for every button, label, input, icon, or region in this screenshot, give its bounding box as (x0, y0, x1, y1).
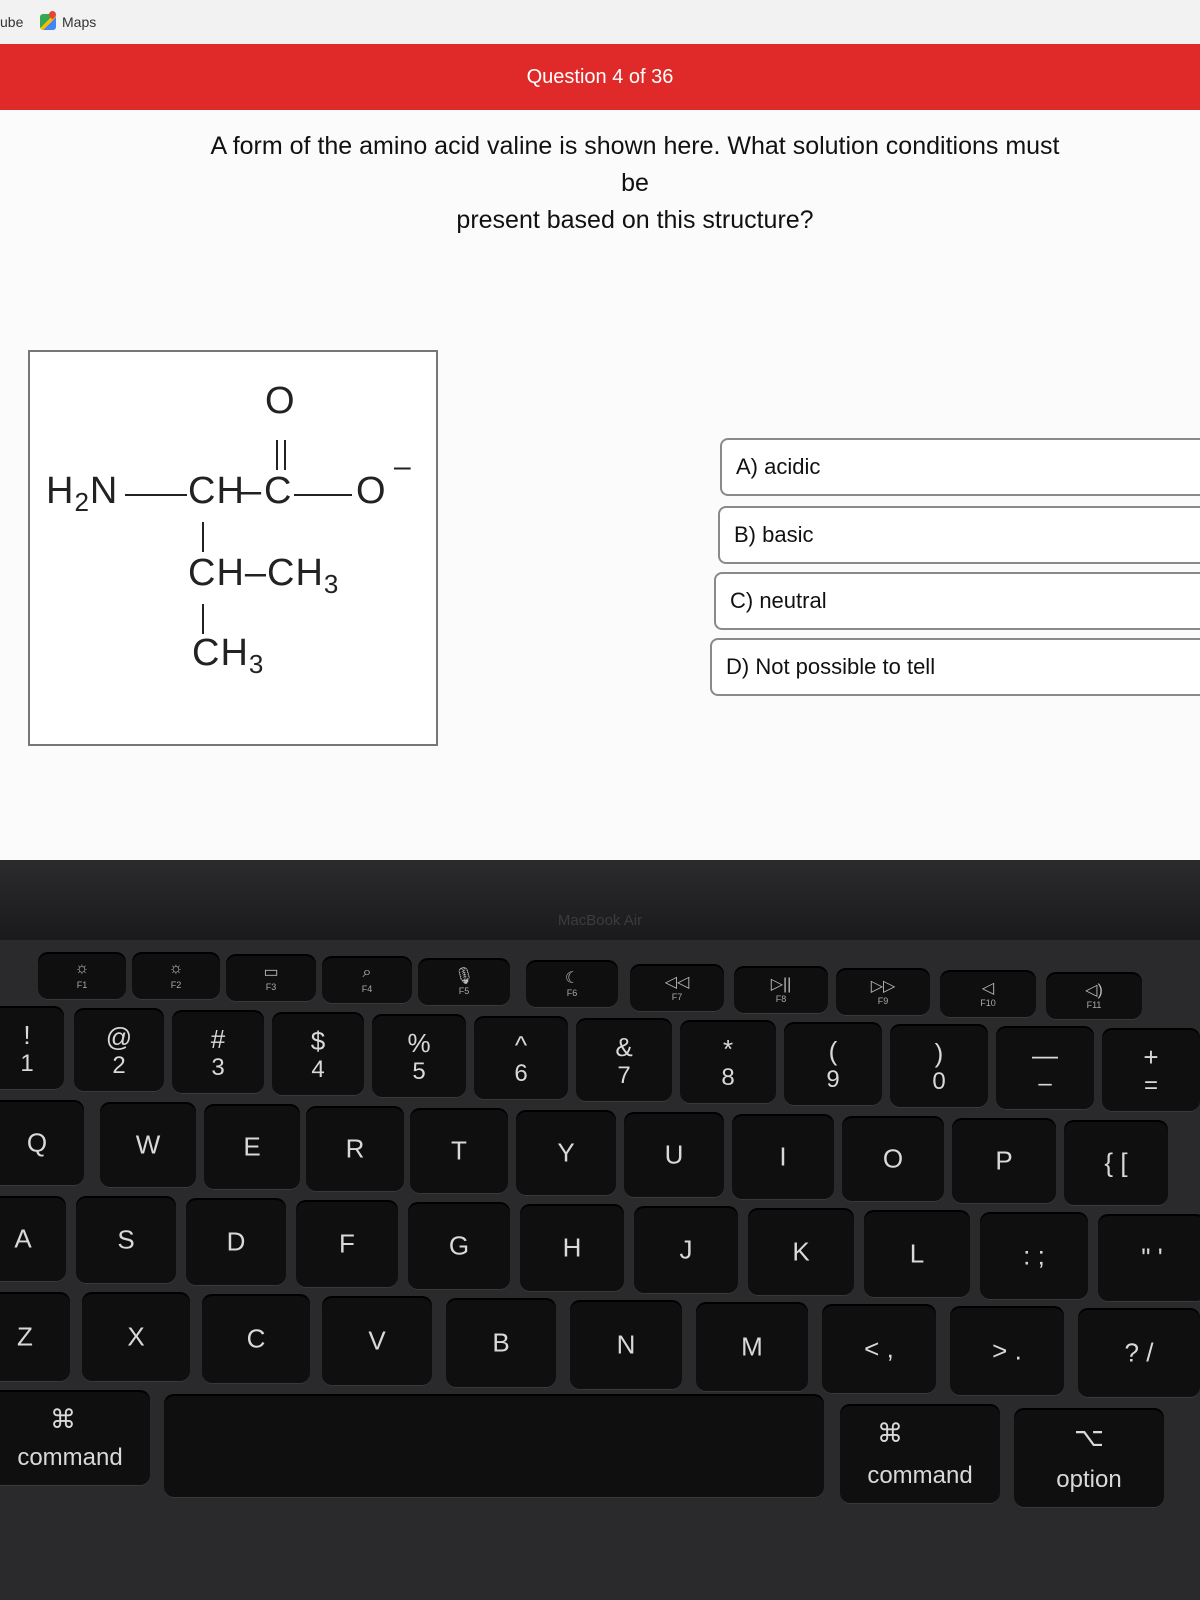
key-f[interactable] (296, 1200, 398, 1288)
alpha-carbon: CH (188, 470, 245, 512)
do-not-disturb-icon: ☾ (564, 970, 580, 987)
key-label: N (616, 1329, 636, 1360)
key-bracket-left[interactable] (1064, 1120, 1168, 1206)
key-top: @ (105, 1022, 133, 1052)
key-f10[interactable] (940, 970, 1036, 1018)
key-h[interactable] (520, 1204, 624, 1292)
key-f1[interactable] (38, 952, 126, 1000)
key-bottom: = (1143, 1072, 1158, 1099)
key-command-right[interactable] (840, 1404, 1000, 1504)
key-label: K (792, 1236, 810, 1267)
key-label: L (909, 1238, 925, 1269)
key-bottom: 7 (617, 1062, 631, 1089)
play-pause-icon: ▷|| (770, 976, 792, 993)
amine-group (46, 470, 118, 518)
bookmark-label: Maps (62, 14, 97, 30)
key-label: Z (17, 1321, 33, 1352)
key-bottom: 3 (211, 1054, 225, 1081)
key-f4[interactable] (322, 956, 412, 1004)
key-label: F6 (566, 988, 578, 998)
key-f2[interactable] (132, 952, 220, 1000)
key-label: A (14, 1223, 32, 1254)
question-prompt (200, 128, 1070, 239)
key-label: > . (992, 1335, 1022, 1366)
key-label: U (664, 1139, 684, 1170)
key-label: Q (26, 1127, 48, 1158)
key-comma[interactable] (822, 1304, 936, 1394)
key-label: I (779, 1141, 787, 1172)
key-label: F (339, 1228, 355, 1259)
key-bottom: 8 (721, 1064, 735, 1091)
key-label: O (882, 1143, 904, 1174)
spotlight-icon: ⌕ (362, 964, 372, 981)
key-u[interactable] (624, 1112, 724, 1198)
mute-icon: ◁ (981, 980, 995, 997)
double-bond-left (276, 440, 278, 470)
key-slash[interactable] (1078, 1308, 1200, 1398)
carbonyl-oxygen: O (265, 380, 296, 422)
alpha-dash: – (240, 470, 263, 512)
key-top: # (210, 1024, 226, 1054)
key-top: ! (23, 1020, 31, 1050)
key-bottom: 2 (112, 1052, 126, 1079)
option-b[interactable] (718, 506, 1200, 564)
option-label: B) basic (734, 522, 814, 547)
key-bottom: 0 (932, 1068, 946, 1095)
command-icon: ⌘ (877, 1418, 903, 1448)
key-s[interactable] (76, 1196, 176, 1284)
key-top: ( (828, 1036, 838, 1066)
key-f7[interactable] (630, 964, 724, 1012)
key-label: T (451, 1135, 467, 1166)
option-c[interactable] (714, 572, 1200, 630)
key-t[interactable] (410, 1108, 508, 1194)
key-w[interactable] (100, 1102, 196, 1188)
key-label: : ; (1023, 1240, 1045, 1271)
key-r[interactable] (306, 1106, 404, 1192)
key-label: F8 (775, 994, 787, 1004)
key-label: F1 (76, 980, 88, 990)
valine-structure (28, 350, 438, 746)
key-label: F5 (458, 986, 470, 996)
key-label: ? / (1124, 1337, 1154, 1368)
methyl-ch: CH (192, 632, 249, 674)
key-e[interactable] (204, 1104, 300, 1190)
key-top: + (1143, 1042, 1159, 1072)
key-label: C (246, 1323, 266, 1354)
option-a[interactable] (720, 438, 1200, 496)
option-label: C) neutral (730, 588, 827, 613)
key-5[interactable] (372, 1014, 466, 1098)
option-label: D) Not possible to tell (726, 654, 936, 679)
spacebar[interactable] (164, 1394, 824, 1498)
key-label: Y (557, 1137, 575, 1168)
key-label: H (562, 1232, 582, 1263)
key-bottom: 1 (20, 1050, 34, 1077)
key-label: J (679, 1234, 693, 1265)
amine-h: H (46, 470, 75, 512)
key-0[interactable] (890, 1024, 988, 1108)
key-bottom: – (1038, 1070, 1052, 1097)
methyl-subscript: 3 (248, 649, 265, 679)
key-d[interactable] (186, 1198, 286, 1286)
key-top: & (615, 1032, 633, 1062)
key-7[interactable] (576, 1018, 672, 1102)
amine-subscript: 2 (74, 487, 90, 517)
key-top: — (1032, 1040, 1058, 1070)
carboxylate-oxygen: O (356, 470, 387, 512)
key-label: F7 (671, 992, 683, 1002)
key-o[interactable] (842, 1116, 944, 1202)
key-c[interactable] (202, 1294, 310, 1384)
key-period[interactable] (950, 1306, 1064, 1396)
prompt-line-2: present based on this structure? (456, 206, 814, 234)
key-b[interactable] (446, 1298, 556, 1388)
key-f11[interactable] (1046, 972, 1142, 1020)
key-label: G (448, 1230, 470, 1261)
keyboard (0, 940, 1200, 1600)
key-i[interactable] (732, 1114, 834, 1200)
key-top: ) (934, 1038, 944, 1068)
key-y[interactable] (516, 1110, 616, 1196)
key-label: command (17, 1444, 123, 1471)
side-chain (188, 552, 339, 600)
key-p[interactable] (952, 1118, 1056, 1204)
key-label: " ' (1141, 1242, 1163, 1273)
fast-forward-icon: ▷▷ (870, 978, 896, 995)
key-bottom: 9 (826, 1066, 840, 1093)
key-top: * (722, 1034, 734, 1064)
key-8[interactable] (680, 1020, 776, 1104)
key-semicolon[interactable] (980, 1212, 1088, 1300)
command-icon: ⌘ (50, 1404, 76, 1434)
methyl-group (192, 632, 264, 680)
key-command-left[interactable] (0, 1390, 150, 1486)
key-bottom: 4 (311, 1056, 325, 1083)
key-4[interactable] (272, 1012, 364, 1096)
key-9[interactable] (784, 1022, 882, 1106)
key-label: X (127, 1321, 145, 1352)
alpha-side-bond (202, 522, 204, 552)
prompt-line-1: A form of the amino acid valine is shown here. What solution conditions must be (210, 132, 1060, 197)
key-label: command (867, 1462, 973, 1489)
key-top: $ (310, 1026, 326, 1056)
key-label: E (243, 1131, 261, 1162)
key-label: S (117, 1224, 135, 1255)
key-label: < , (864, 1333, 894, 1364)
key-a[interactable] (0, 1196, 66, 1282)
key-label: F2 (170, 980, 182, 990)
key-bottom: 6 (514, 1060, 528, 1087)
brightness-up-icon: ☼ (168, 960, 184, 977)
key-f6[interactable] (526, 960, 618, 1008)
key-top: % (407, 1028, 431, 1058)
methyl-bond (202, 604, 204, 634)
key-label: R (345, 1133, 365, 1164)
key-label: W (135, 1129, 161, 1160)
key-g[interactable] (408, 1202, 510, 1290)
key-label: F9 (877, 996, 889, 1006)
maps-icon (40, 14, 56, 30)
side-chain-subscript: 3 (323, 569, 340, 599)
key-label: option (1056, 1466, 1122, 1493)
key-j[interactable] (634, 1206, 738, 1294)
key-n[interactable] (570, 1300, 682, 1390)
key-quote[interactable] (1098, 1214, 1200, 1302)
dictation-icon: 🎙 (453, 968, 475, 985)
c-o-bond (294, 494, 352, 496)
laptop-brand: MacBook Air (557, 912, 643, 929)
key-m[interactable] (696, 1302, 808, 1392)
amine-n: N (89, 470, 119, 512)
key-f3[interactable] (226, 954, 316, 1002)
negative-charge: – (394, 450, 412, 483)
key-label: { [ (1104, 1147, 1128, 1178)
key-label: F10 (980, 998, 996, 1008)
bookmark-youtube[interactable] (0, 14, 23, 30)
key-l[interactable] (864, 1210, 970, 1298)
key-2[interactable] (74, 1008, 164, 1092)
key-label: F4 (361, 984, 373, 994)
key-bottom: 5 (412, 1058, 426, 1085)
key-option-right[interactable] (1014, 1408, 1164, 1508)
side-chain-ch: CH–CH (188, 552, 324, 594)
key-label: P (995, 1145, 1013, 1176)
bookmark-maps[interactable] (40, 14, 96, 30)
brightness-down-icon: ☼ (74, 960, 90, 977)
key-z[interactable] (0, 1292, 70, 1382)
question-banner (0, 44, 1200, 110)
key-label: M (741, 1331, 763, 1362)
bookmarks-bar (0, 0, 1200, 44)
key-label: D (226, 1226, 246, 1257)
option-icon: ⌥ (1074, 1422, 1104, 1452)
option-d[interactable] (710, 638, 1200, 696)
key-q[interactable] (0, 1100, 84, 1186)
carboxyl-carbon: C (264, 470, 293, 512)
question-counter: Question 4 of 36 (526, 66, 674, 88)
key-x[interactable] (82, 1292, 190, 1382)
key-k[interactable] (748, 1208, 854, 1296)
key-f5[interactable] (418, 958, 510, 1006)
volume-down-icon: ◁) (1085, 982, 1103, 999)
key-label: V (368, 1325, 386, 1356)
key-label: F11 (1086, 1000, 1102, 1010)
mission-control-icon: ▭ (263, 964, 279, 981)
key-3[interactable] (172, 1010, 264, 1094)
key-f8[interactable] (734, 966, 828, 1014)
key-v[interactable] (322, 1296, 432, 1386)
key-label: F3 (265, 982, 277, 992)
key-6[interactable] (474, 1016, 568, 1100)
key-1[interactable] (0, 1006, 64, 1090)
double-bond-right (284, 440, 286, 470)
key-minus[interactable] (996, 1026, 1094, 1110)
key-equals[interactable] (1102, 1028, 1200, 1112)
rewind-icon: ◁◁ (664, 974, 690, 991)
key-top: ^ (514, 1030, 528, 1060)
key-label: B (492, 1327, 510, 1358)
bookmark-label: ube (0, 14, 24, 30)
n-c-bond (125, 494, 187, 496)
key-f9[interactable] (836, 968, 930, 1016)
option-label: A) acidic (736, 454, 821, 479)
